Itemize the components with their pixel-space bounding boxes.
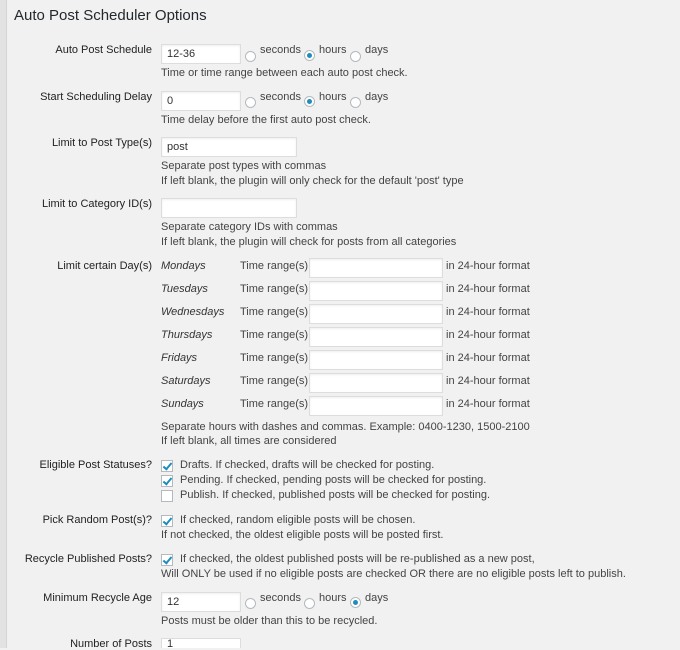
statuses-label: Eligible Post Statuses?: [39, 459, 152, 471]
day-name: Tuesdays: [161, 283, 208, 295]
schedule-days-label: days: [365, 44, 389, 56]
status-pending-label: Pending. If checked, pending posts will be checked for posting.: [180, 474, 487, 486]
categories-desc-1: Separate category IDs with commas: [161, 221, 338, 233]
schedule-label: Auto Post Schedule: [55, 44, 152, 56]
schedule-hours-label: hours: [319, 44, 347, 56]
day-name: Saturdays: [161, 375, 211, 387]
recycle-desc: Will ONLY be used if no eligible posts are checked OR there are no eligible posts left to publish.: [161, 568, 626, 580]
posttypes-label: Limit to Post Type(s): [51, 137, 152, 149]
recycle-checkbox[interactable]: [161, 554, 173, 566]
day-time-range-input[interactable]: [309, 350, 443, 370]
schedule-desc: Time or time range between each auto post check.: [161, 67, 408, 79]
random-desc: If not checked, the oldest eligible posts will be posted first.: [161, 529, 444, 541]
delay-radio-days[interactable]: [350, 97, 361, 108]
day-name: Wednesdays: [161, 306, 225, 318]
delay-label: Start Scheduling Delay: [40, 91, 152, 103]
days-desc-1: Separate hours with dashes and commas. Example: 0400-1230, 1500-2100: [161, 421, 530, 433]
recycle-label: Recycle Published Posts?: [24, 553, 152, 565]
minrecycle-days-label: days: [365, 592, 389, 604]
time-range-label: Time range(s): [240, 260, 309, 272]
time-range-label: Time range(s): [240, 398, 309, 410]
days-desc-2: If left blank, all times are considered: [161, 435, 337, 447]
time-range-label: Time range(s): [240, 306, 309, 318]
format-hint: in 24-hour format: [446, 329, 530, 341]
numposts-input[interactable]: [161, 638, 241, 648]
format-hint: in 24-hour format: [446, 398, 530, 410]
days-label: Limit certain Day(s): [57, 260, 152, 272]
random-label: Pick Random Post(s)?: [42, 514, 152, 526]
day-time-range-input[interactable]: [309, 373, 443, 393]
minrecycle-seconds-label: seconds: [260, 592, 301, 604]
status-publish-checkbox[interactable]: [161, 490, 173, 502]
day-time-range-input[interactable]: [309, 304, 443, 324]
format-hint: in 24-hour format: [446, 260, 530, 272]
posttypes-desc-2: If left blank, the plugin will only check for the default 'post' type: [161, 175, 464, 187]
status-publish-label: Publish. If checked, published posts will be checked for posting.: [180, 489, 491, 501]
status-drafts-checkbox[interactable]: [161, 460, 173, 472]
delay-input[interactable]: [161, 91, 241, 111]
day-name: Mondays: [161, 260, 206, 272]
status-pending-checkbox[interactable]: [161, 475, 173, 487]
delay-desc: Time delay before the first auto post check.: [161, 114, 371, 126]
minrecycle-radio-hours[interactable]: [304, 598, 315, 609]
minrecycle-hours-label: hours: [319, 592, 347, 604]
format-hint: in 24-hour format: [446, 352, 530, 364]
left-border: [0, 0, 7, 648]
day-time-range-input[interactable]: [309, 281, 443, 301]
categories-input[interactable]: [161, 198, 297, 218]
categories-label: Limit to Category ID(s): [41, 198, 152, 210]
schedule-radio-seconds[interactable]: [245, 51, 256, 62]
minrecycle-input[interactable]: [161, 592, 241, 612]
format-hint: in 24-hour format: [446, 375, 530, 387]
schedule-seconds-label: seconds: [260, 44, 301, 56]
day-time-range-input[interactable]: [309, 327, 443, 347]
delay-seconds-label: seconds: [260, 91, 301, 103]
day-name: Fridays: [161, 352, 198, 364]
delay-radio-hours[interactable]: [304, 96, 315, 107]
format-hint: in 24-hour format: [446, 306, 530, 318]
time-range-label: Time range(s): [240, 329, 309, 341]
minrecycle-label: Minimum Recycle Age: [43, 592, 152, 604]
time-range-label: Time range(s): [240, 283, 309, 295]
recycle-text: If checked, the oldest published posts will be re-published as a new post,: [180, 553, 535, 565]
day-time-range-input[interactable]: [309, 396, 443, 416]
delay-days-label: days: [365, 91, 389, 103]
day-name: Sundays: [161, 398, 204, 410]
page-title: Auto Post Scheduler Options: [14, 7, 207, 24]
time-range-label: Time range(s): [240, 375, 309, 387]
status-drafts-label: Drafts. If checked, drafts will be checked for posting.: [180, 459, 435, 471]
categories-desc-2: If left blank, the plugin will check for posts from all categories: [161, 236, 457, 248]
random-checkbox[interactable]: [161, 515, 173, 527]
delay-radio-seconds[interactable]: [245, 97, 256, 108]
minrecycle-desc: Posts must be older than this to be recycled.: [161, 615, 378, 627]
numposts-label: Number of Posts: [70, 638, 152, 650]
minrecycle-radio-days[interactable]: [350, 597, 361, 608]
format-hint: in 24-hour format: [446, 283, 530, 295]
schedule-radio-days[interactable]: [350, 51, 361, 62]
day-time-range-input[interactable]: [309, 258, 443, 278]
random-text: If checked, random eligible posts will be chosen.: [180, 514, 416, 526]
time-range-label: Time range(s): [240, 352, 309, 364]
posttypes-desc-1: Separate post types with commas: [161, 160, 327, 172]
posttypes-input[interactable]: [161, 137, 297, 157]
schedule-input[interactable]: [161, 44, 241, 64]
schedule-radio-hours[interactable]: [304, 50, 315, 61]
minrecycle-radio-seconds[interactable]: [245, 598, 256, 609]
delay-hours-label: hours: [319, 91, 347, 103]
day-name: Thursdays: [161, 329, 213, 341]
